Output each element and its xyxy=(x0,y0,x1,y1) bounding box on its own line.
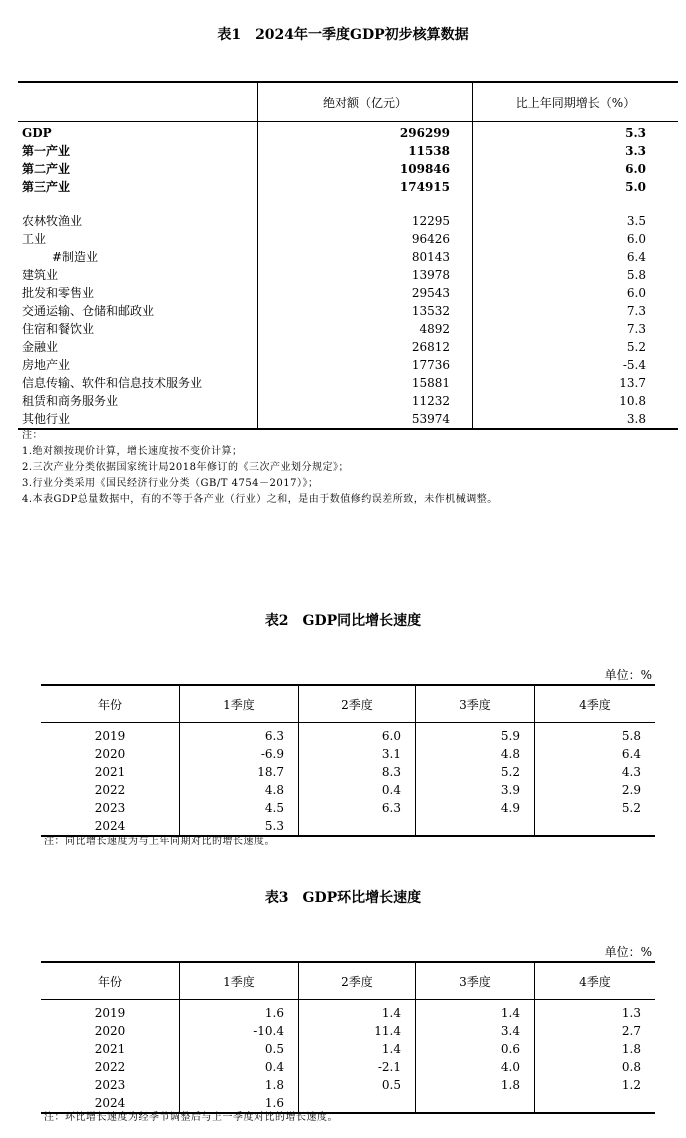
table1-header-growth: 比上年同期增长（%） xyxy=(473,82,679,122)
table3-cell-q4: 1.2 xyxy=(535,1076,656,1094)
table3-cell-q4 xyxy=(535,1094,656,1113)
table2-cell-q4 xyxy=(535,817,656,836)
table3-cell-q1: 1.6 xyxy=(180,1094,299,1113)
table1-cell-growth: 5.3 xyxy=(473,122,679,143)
table3-cell-q3: 3.4 xyxy=(416,1022,535,1040)
table1-cell-growth: 5.0 xyxy=(473,178,679,196)
table3-title: 表3 GDP环比增长速度 xyxy=(264,890,422,906)
table1-cell-name: 批发和零售业 xyxy=(22,286,95,300)
table1-cell-growth: 6.0 xyxy=(473,284,679,302)
table1-row xyxy=(18,374,678,392)
table1-cell-name: GDP xyxy=(22,126,52,140)
table3-cell-q2: 11.4 xyxy=(299,1022,416,1040)
table3-cell-year: 2020 xyxy=(94,1024,126,1038)
table1-cell-name: 住宿和餐饮业 xyxy=(22,322,95,336)
table1-row xyxy=(18,178,678,196)
table1-cell-name: 第一产业 xyxy=(22,144,71,158)
table2-row xyxy=(41,745,655,763)
table2-cell-q3: 4.9 xyxy=(416,799,535,817)
table3-row xyxy=(41,1058,655,1076)
table1-notes xyxy=(22,428,498,508)
table2-header-q1: 1季度 xyxy=(180,685,299,723)
table1-note: 4.本表GDP总量数据中，有的不等于各产业（行业）之和，是由于数值修约误差所致，未作机械调整。 xyxy=(22,494,498,505)
table2-body xyxy=(41,723,655,837)
table3-cell-q2: 0.5 xyxy=(299,1076,416,1094)
table1-cell-growth: -5.4 xyxy=(473,356,679,374)
table2-cell-q3 xyxy=(416,817,535,836)
table2-cell-q3: 4.8 xyxy=(416,745,535,763)
table2-cell-q3: 5.9 xyxy=(416,723,535,746)
table3-row xyxy=(41,1000,655,1023)
table1-row xyxy=(18,356,678,374)
table2-cell-q4: 2.9 xyxy=(535,781,656,799)
table2-cell-year: 2023 xyxy=(94,801,126,815)
table2-cell-q1: -6.9 xyxy=(180,745,299,763)
table1-row xyxy=(18,122,678,143)
table3-row xyxy=(41,1076,655,1094)
table2-cell-q4: 6.4 xyxy=(535,745,656,763)
table1-cell-name: #制造业 xyxy=(52,250,99,264)
table2-row xyxy=(41,781,655,799)
table2-cell-q1: 4.5 xyxy=(180,799,299,817)
table1-cell-value: 109846 xyxy=(258,160,473,178)
table3-cell-q4: 2.7 xyxy=(535,1022,656,1040)
table1-cell-growth: 7.3 xyxy=(473,302,679,320)
table2-cell-year: 2020 xyxy=(94,747,126,761)
table2-cell-q2: 6.0 xyxy=(299,723,416,746)
table3-cell-q3: 4.0 xyxy=(416,1058,535,1076)
table1-cell-value: 15881 xyxy=(258,374,473,392)
table3-cell-q4: 1.8 xyxy=(535,1040,656,1058)
table2-header-q4: 4季度 xyxy=(535,685,656,723)
table1-cell-growth: 6.4 xyxy=(473,248,679,266)
table1-row xyxy=(18,230,678,248)
table1-cell-value: 13532 xyxy=(258,302,473,320)
table1-cell-growth: 3.3 xyxy=(473,142,679,160)
table1-note: 2.三次产业分类依据国家统计局2018年修订的《三次产业划分规定》； xyxy=(22,462,349,473)
table1-cell-value: 296299 xyxy=(258,122,473,143)
table1-cell-value: 12295 xyxy=(258,212,473,230)
table3-cell-q4: 0.8 xyxy=(535,1058,656,1076)
table3-cell-q4: 1.3 xyxy=(535,1000,656,1023)
table2-header-row xyxy=(41,685,655,723)
table1-cell-value: 174915 xyxy=(258,178,473,196)
table1-cell-name: 建筑业 xyxy=(22,268,59,282)
table2-header-q2: 2季度 xyxy=(299,685,416,723)
table1-row xyxy=(18,248,678,266)
table1-spacer-row xyxy=(18,196,678,212)
table2-cell-year: 2019 xyxy=(94,729,126,743)
table1-row xyxy=(18,302,678,320)
table1-row xyxy=(18,142,678,160)
table3-cell-q3: 1.4 xyxy=(416,1000,535,1023)
table3-header-q4: 4季度 xyxy=(535,962,656,1000)
table1-header-blank xyxy=(18,82,258,122)
table3-header-year: 年份 xyxy=(41,962,180,1000)
table3-cell-q1: 0.4 xyxy=(180,1058,299,1076)
table2-cell-q2: 3.1 xyxy=(299,745,416,763)
table1-cell-value: 26812 xyxy=(258,338,473,356)
table3-cell-q2: -2.1 xyxy=(299,1058,416,1076)
table3-cell-year: 2022 xyxy=(94,1060,126,1074)
table1-header-value: 绝对额（亿元） xyxy=(258,82,473,122)
table1-cell-name: 租赁和商务服务业 xyxy=(22,394,119,408)
table1-row xyxy=(18,338,678,356)
table3-cell-q2: 1.4 xyxy=(299,1040,416,1058)
table1-spacer-cell xyxy=(258,196,473,212)
table2-header-q3: 3季度 xyxy=(416,685,535,723)
table1-cell-name: 金融业 xyxy=(22,340,59,354)
table2 xyxy=(41,684,655,837)
table2-title: 表2 GDP同比增长速度 xyxy=(264,613,422,629)
table3-cell-q1: 1.6 xyxy=(180,1000,299,1023)
table1-spacer-cell xyxy=(18,196,258,212)
table2-cell-q4: 5.2 xyxy=(535,799,656,817)
table1-note: 3.行业分类采用《国民经济行业分类（GB/T 4754－2017）》； xyxy=(22,478,319,489)
table3-header-row xyxy=(41,962,655,1000)
table1-row xyxy=(18,284,678,302)
table2-header-year: 年份 xyxy=(41,685,180,723)
table1-header-row xyxy=(18,82,678,122)
table3-cell-q3 xyxy=(416,1094,535,1113)
table3-row xyxy=(41,1040,655,1058)
table1-cell-name: 第三产业 xyxy=(22,180,71,194)
table1-cell-growth: 3.8 xyxy=(473,410,679,429)
table1-cell-growth: 5.8 xyxy=(473,266,679,284)
table3-cell-year: 2021 xyxy=(94,1042,126,1056)
table2-cell-q1: 5.3 xyxy=(180,817,299,836)
table1-cell-name: 房地产业 xyxy=(22,358,71,372)
table2-cell-q1: 18.7 xyxy=(180,763,299,781)
table2-cell-q2: 8.3 xyxy=(299,763,416,781)
table1-note: 注： xyxy=(22,430,43,441)
table2-cell-year: 2021 xyxy=(94,765,126,779)
table3-row xyxy=(41,1022,655,1040)
table1-cell-value: 53974 xyxy=(258,410,473,429)
table1-cell-growth: 7.3 xyxy=(473,320,679,338)
table2-cell-q3: 3.9 xyxy=(416,781,535,799)
table3-header-q2: 2季度 xyxy=(299,962,416,1000)
table1-cell-growth: 6.0 xyxy=(473,230,679,248)
table3-header-q3: 3季度 xyxy=(416,962,535,1000)
table3-cell-year: 2024 xyxy=(94,1096,126,1110)
table1-cell-growth: 10.8 xyxy=(473,392,679,410)
table1-cell-growth: 5.2 xyxy=(473,338,679,356)
table1-cell-value: 4892 xyxy=(258,320,473,338)
table1-note: 1.绝对额按现价计算，增长速度按不变价计算； xyxy=(22,446,243,457)
table2-cell-q3: 5.2 xyxy=(416,763,535,781)
table1-cell-name: 信息传输、软件和信息技术服务业 xyxy=(22,376,203,390)
table1-cell-value: 11538 xyxy=(258,142,473,160)
table1-row xyxy=(18,392,678,410)
table1-cell-value: 11232 xyxy=(258,392,473,410)
table1-cell-name: 工业 xyxy=(22,232,47,246)
table3-cell-q1: 1.8 xyxy=(180,1076,299,1094)
table1-cell-name: 其他行业 xyxy=(22,412,71,426)
table2-cell-q1: 4.8 xyxy=(180,781,299,799)
table1-cell-growth: 13.7 xyxy=(473,374,679,392)
table2-cell-q2 xyxy=(299,817,416,836)
table1-cell-name: 农林牧渔业 xyxy=(22,214,83,228)
table1-cell-value: 96426 xyxy=(258,230,473,248)
table1 xyxy=(18,81,678,430)
table1-cell-value: 13978 xyxy=(258,266,473,284)
table1-row xyxy=(18,320,678,338)
table3 xyxy=(41,961,655,1114)
table2-cell-q2: 0.4 xyxy=(299,781,416,799)
table3-cell-year: 2023 xyxy=(94,1078,126,1092)
table1-body xyxy=(18,122,678,430)
table1-row xyxy=(18,410,678,429)
table2-cell-q4: 5.8 xyxy=(535,723,656,746)
table2-row xyxy=(41,763,655,781)
table1-cell-growth: 3.5 xyxy=(473,212,679,230)
table1-spacer-cell xyxy=(473,196,679,212)
table3-cell-q2: 1.4 xyxy=(299,1000,416,1023)
table2-cell-year: 2024 xyxy=(94,819,126,833)
table1-row xyxy=(18,266,678,284)
table2-row xyxy=(41,799,655,817)
table2-cell-year: 2022 xyxy=(94,783,126,797)
table2-row xyxy=(41,723,655,746)
table1-cell-value: 17736 xyxy=(258,356,473,374)
table1-cell-name: 第二产业 xyxy=(22,162,71,176)
table3-cell-year: 2019 xyxy=(94,1006,126,1020)
table2-note: 注：同比增长速度为与上年同期对比的增长速度。 xyxy=(44,836,275,847)
table3-cell-q1: -10.4 xyxy=(180,1022,299,1040)
table3-unit: 单位：% xyxy=(604,945,652,959)
table1-cell-growth: 6.0 xyxy=(473,160,679,178)
table1-row xyxy=(18,212,678,230)
table3-cell-q1: 0.5 xyxy=(180,1040,299,1058)
table2-cell-q1: 6.3 xyxy=(180,723,299,746)
table3-cell-q3: 1.8 xyxy=(416,1076,535,1094)
table1-row xyxy=(18,160,678,178)
table1-cell-value: 80143 xyxy=(258,248,473,266)
table3-note: 注：环比增长速度为经季节调整后与上一季度对比的增长速度。 xyxy=(44,1112,338,1123)
table2-cell-q4: 4.3 xyxy=(535,763,656,781)
table2-cell-q2: 6.3 xyxy=(299,799,416,817)
table2-unit: 单位：% xyxy=(604,668,652,682)
table3-cell-q3: 0.6 xyxy=(416,1040,535,1058)
table3-body xyxy=(41,1000,655,1114)
table1-title: 表1 2024年一季度GDP初步核算数据 xyxy=(217,27,469,43)
table1-cell-name: 交通运输、仓储和邮政业 xyxy=(22,304,155,318)
table3-header-q1: 1季度 xyxy=(180,962,299,1000)
table1-cell-value: 29543 xyxy=(258,284,473,302)
